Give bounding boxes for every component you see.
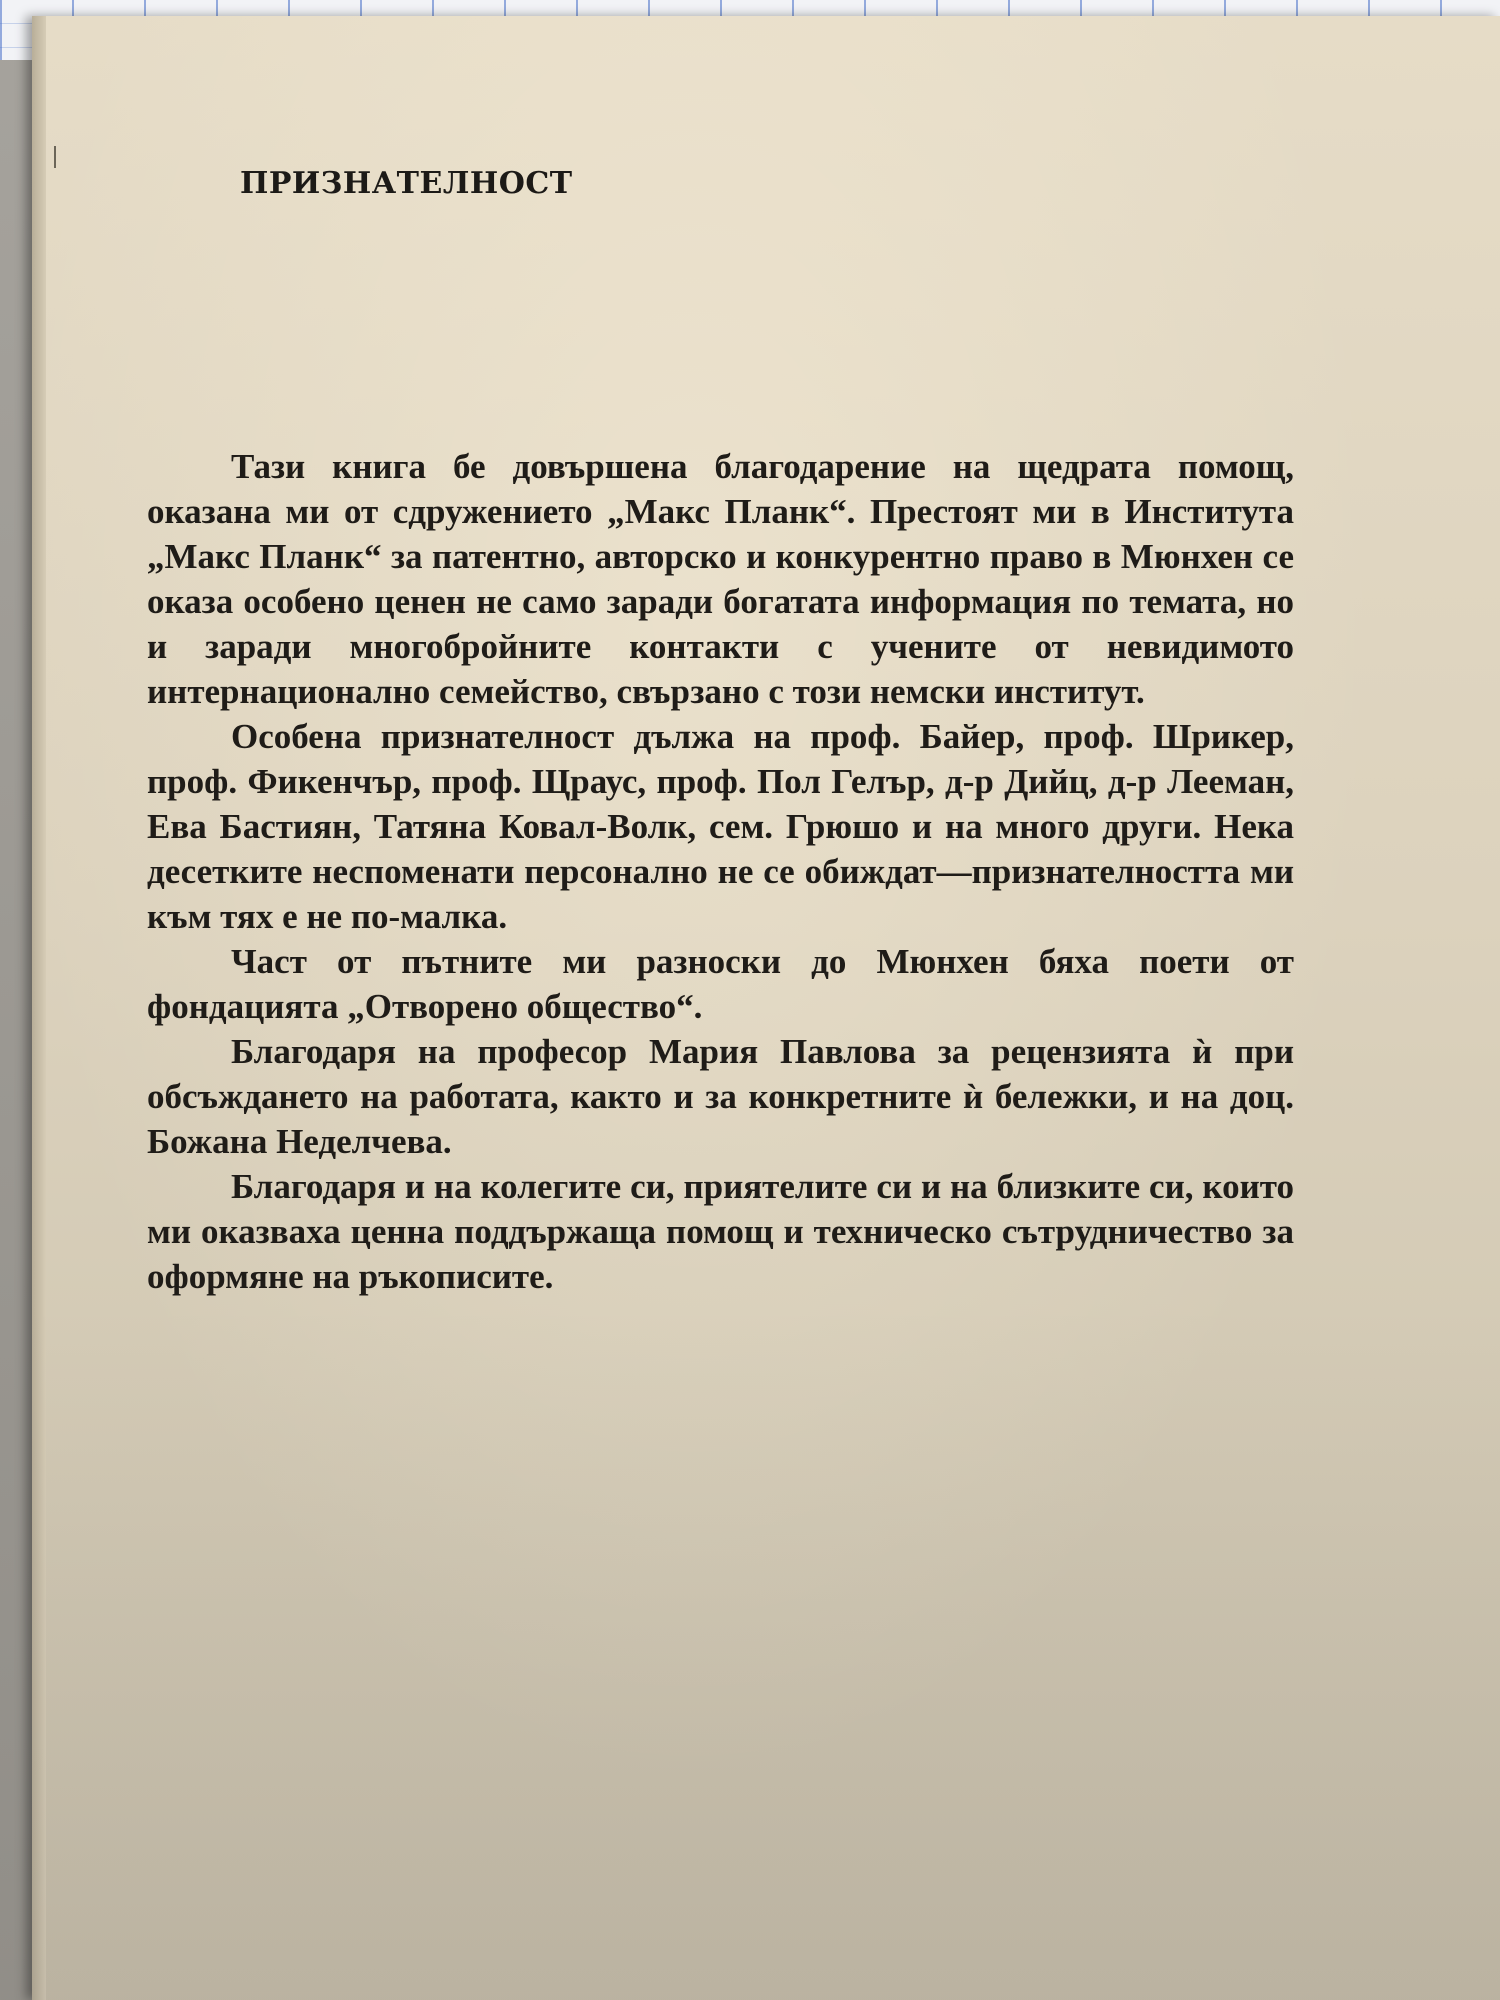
book-page (32, 16, 1500, 2000)
paragraph-max-planck: Тази книга бе довършена благодарение на щедрата помощ, оказана ми от сдружението „Макс Планк“. Престоят ми в Института „Макс Планк“ за патентно, авторско и конкурентно право в Мюнхен се оказа особено ценен не само заради богатата информация по темата, но и заради многобройните контакти с учените от невидимото интернационално семейство, свързано с този немски институт. (147, 447, 1294, 711)
page-heading: ПРИЗНАТЕЛНОСТ (240, 166, 573, 201)
page-shadow (32, 1300, 1500, 2000)
paragraph-colleagues-thanks: Благодаря и на колегите си, приятелите си и на близките си, които ми оказваха ценна поддържаща помощ и техническо сътрудничество за оформяне на ръкописите. (147, 1167, 1294, 1296)
paragraph-acknowledged-people: Особена признателност дължа на проф. Байер, проф. Шрикер, проф. Фикенчър, проф. Щраус, проф. Пол Гелър, д-р Дийц, д-р Лееман, Ева Бастиян, Татяна Ковал-Волк, сем. Грюшо и на много други. Нека десетките неспоменати персонално не се обиждат—признателността ми към тях е не по-малка. (147, 717, 1294, 936)
margin-mark (54, 146, 56, 168)
paragraph-reviewer-thanks: Благодаря на професор Мария Павлова за рецензията ѝ при обсъждането на работата, както и за конкретните ѝ бележки, и на доц. Божана Неделчева. (147, 1032, 1294, 1161)
paragraph-travel-funding: Част от пътните ми разноски до Мюнхен бяха поети от фондацията „Отворено общество“. (147, 942, 1294, 1026)
body-text (147, 444, 1294, 1299)
